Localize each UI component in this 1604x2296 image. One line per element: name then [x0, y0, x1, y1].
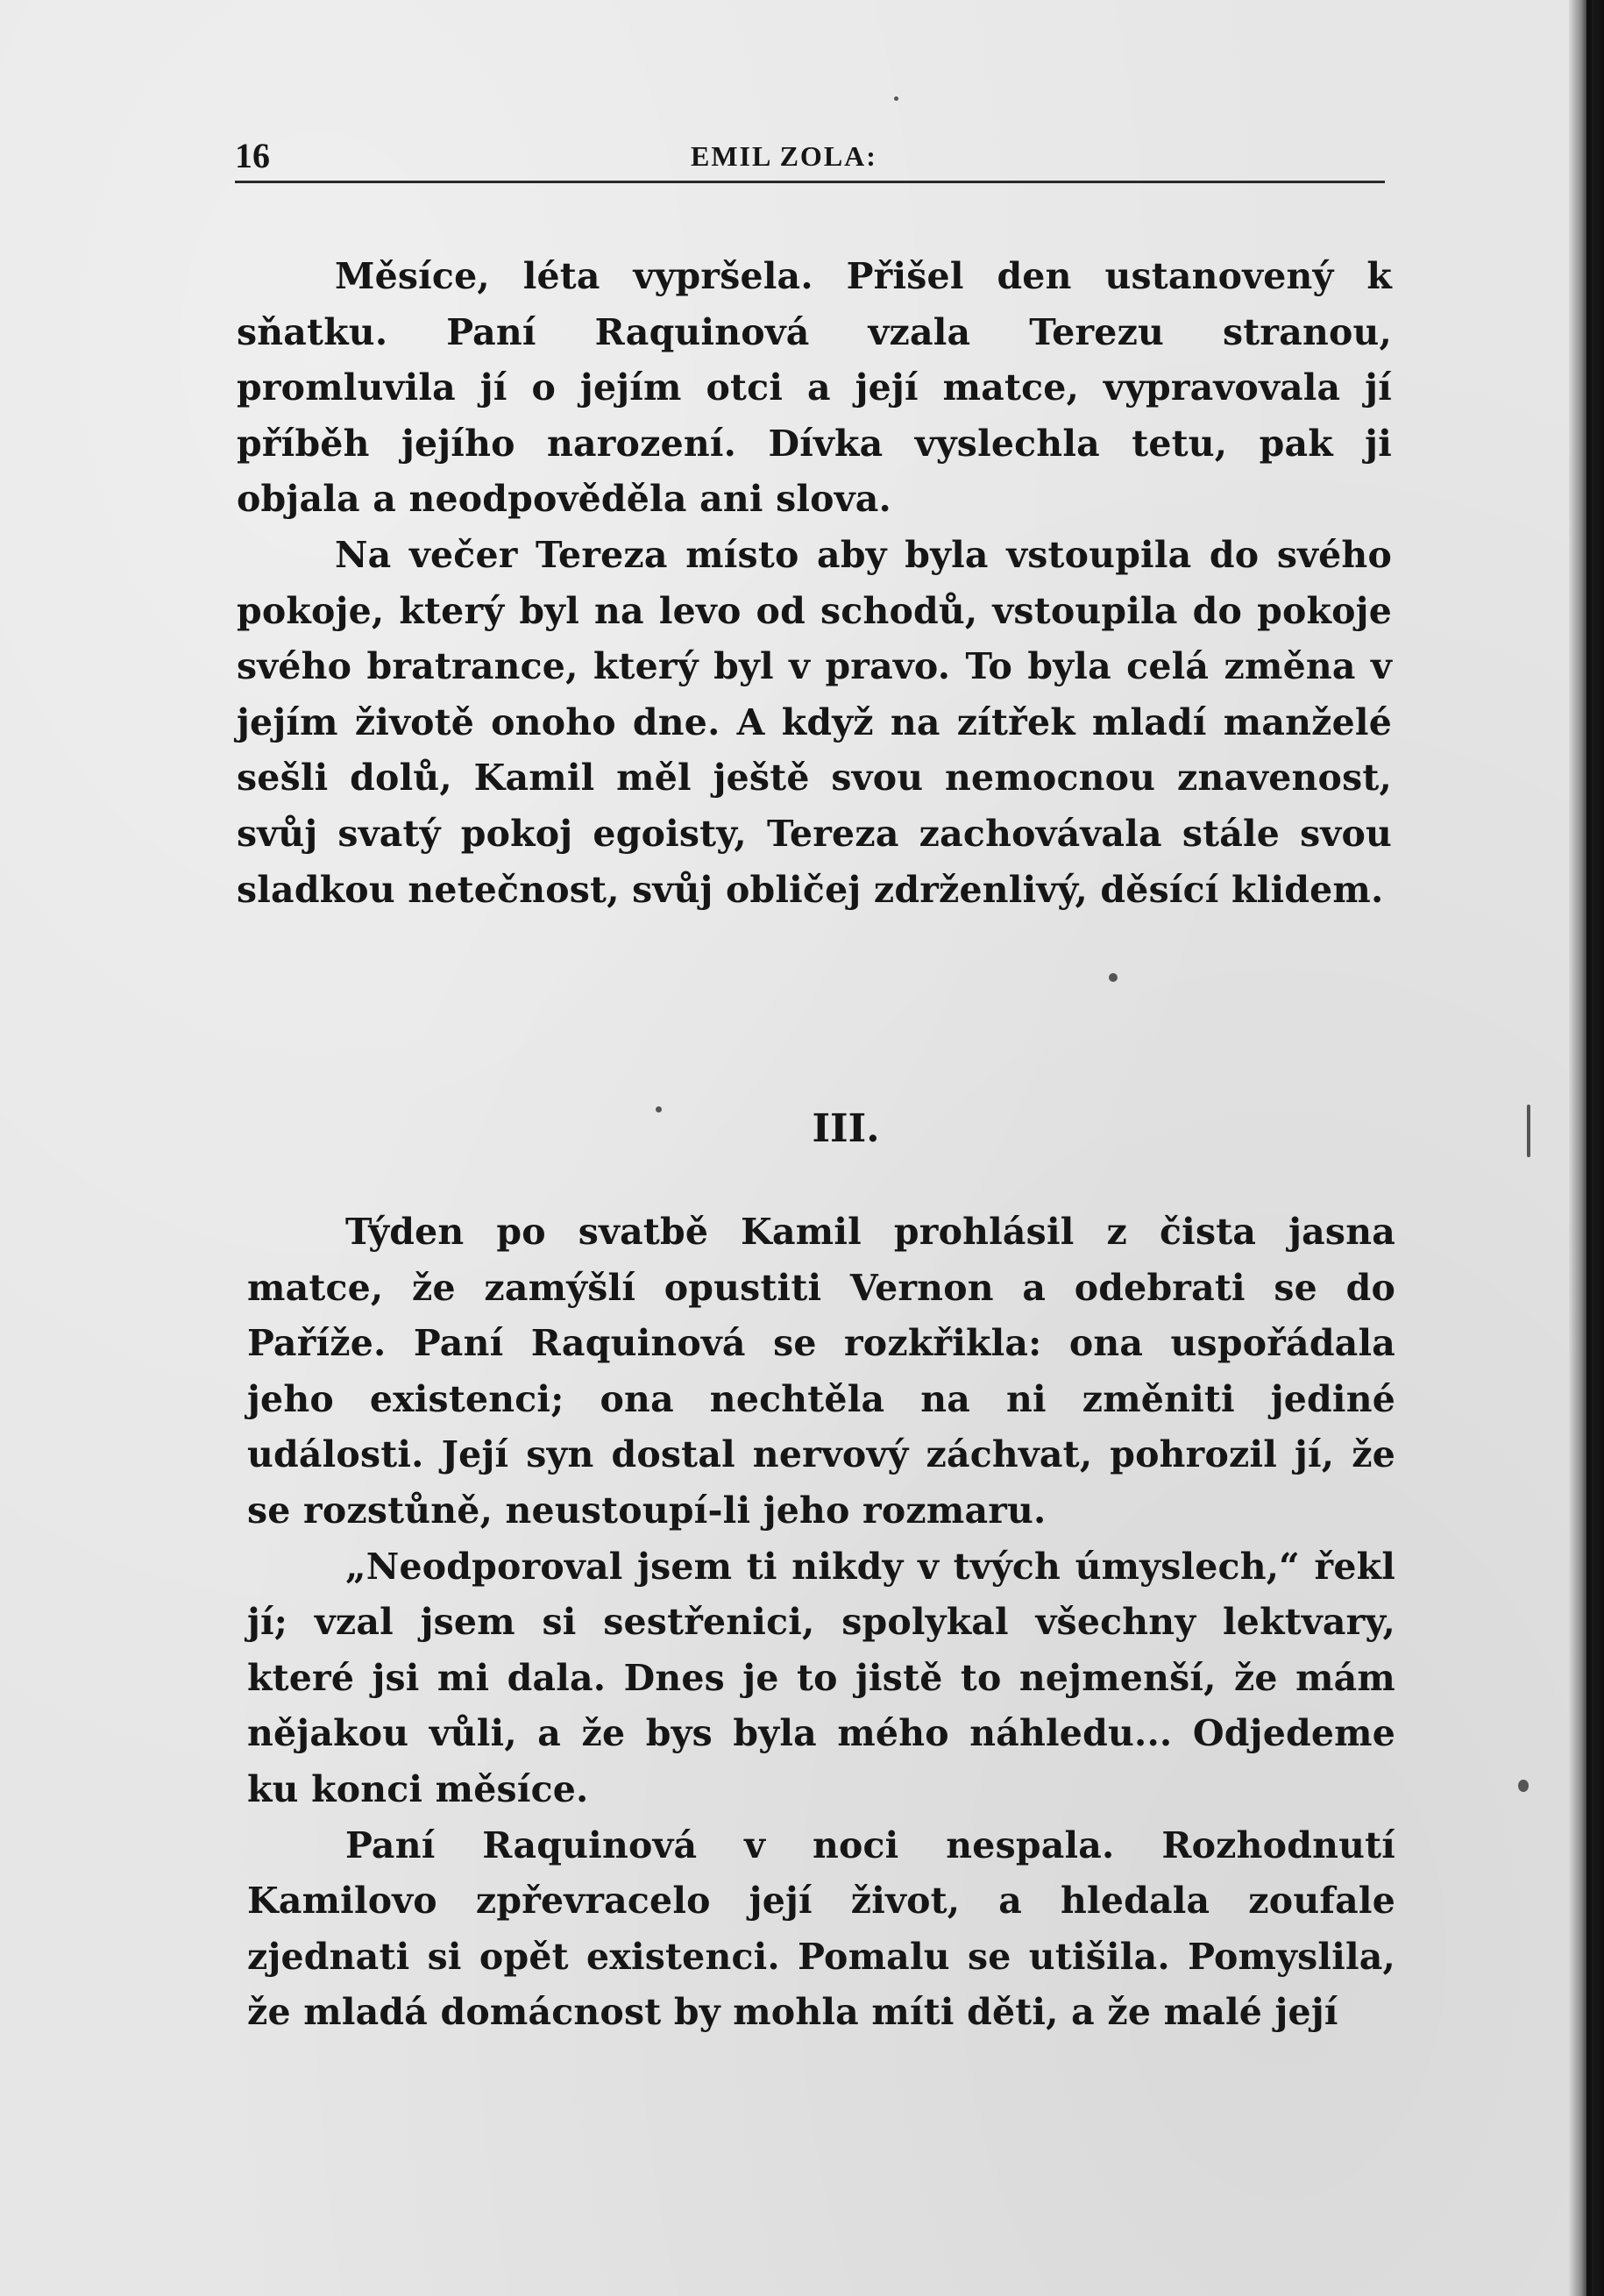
text-section-1 [237, 249, 1392, 918]
paper-speck [1109, 973, 1118, 982]
chapter-heading: III. [812, 1106, 880, 1151]
paragraph: „Neodporoval jsem ti nikdy v tvých úmyslech,“ řekl jí; vzal jsem si sestřenici, spolykal všechny lektvary, které jsi mi dala. Dnes je to jistě to nejmenší, že mám nějakou vůli, a že bys byla mého náhledu... Odjedeme ku konci měsíce. [247, 1545, 1395, 1810]
paper-speck [894, 96, 898, 101]
running-head: EMIL ZOLA: [691, 140, 877, 172]
paragraph: Měsíce, léta vypršela. Přišel den ustanovený k sňatku. Paní Raquinová vzala Terezu stranou, promluvila jí o jejím otci a její matce, vypravovala jí příběh jejího narození. Dívka vyslechla tetu, pak ji objala a neodpověděla ani slova. [237, 255, 1392, 521]
paragraph: Na večer Tereza místo aby byla vstoupila do svého pokoje, který byl na levo od schodů, vstoupila do pokoje svého bratrance, který byl v pravo. To byla celá změna v jejím životě onoho dne. A když na zítřek mladí manželé sešli dolů, Kamil měl ještě svou nemocnou znavenost, svůj svatý pokoj egoisty, Tereza zachovávala stále svou sladkou netečnost, svůj obličej zdrženlivý, děsící klidem. [237, 533, 1392, 911]
paragraph: Paní Raquinová v noci nespala. Rozhodnutí Kamilovo zpřevracelo její život, a hledala zoufale zjednati si opět existenci. Pomalu se utišila. Pomyslila, že mladá domácnost by mohla míti děti, a že malé její [247, 1823, 1395, 2034]
paper-speck [1518, 1780, 1529, 1792]
page-number: 16 [235, 136, 270, 175]
paragraph: Týden po svatbě Kamil prohlásil z čista jasna matce, že zamýšlí opustiti Vernon a odebrati se do Paříže. Paní Raquinová se rozkřikla: ona uspořádala jeho existenci; ona nechtěla na ni změniti jediné události. Její syn dostal nervový záchvat, pohrozil jí, že se rozstůně, neustoupí-li jeho rozmaru. [247, 1211, 1395, 1532]
text-section-2 [247, 1205, 1395, 2041]
page-header [235, 132, 1385, 183]
